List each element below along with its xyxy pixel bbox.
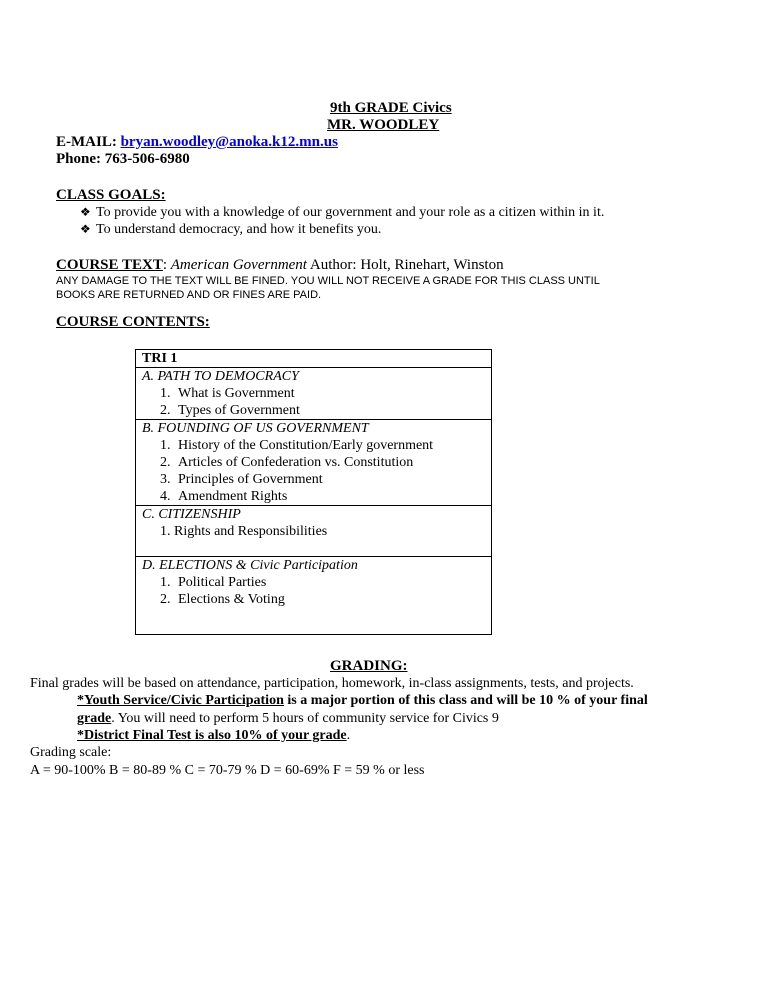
course-text-label: COURSE TEXT xyxy=(56,257,163,273)
district-test-line: *District Final Test is also 10% of your grade. xyxy=(77,728,351,743)
list-item: 2. Elections & Voting xyxy=(160,592,285,607)
scale-label: Grading scale: xyxy=(30,745,112,760)
section-c xyxy=(136,506,492,557)
section-title: C. CITIZENSHIP xyxy=(142,507,241,522)
email-label: E-MAIL: xyxy=(56,134,117,150)
list-item: 1. Rights and Responsibilities xyxy=(160,524,328,539)
contents-table xyxy=(135,349,492,635)
section-title: B. FOUNDING OF US GOVERNMENT xyxy=(142,421,369,436)
section-b xyxy=(136,420,492,506)
diamond-bullet-icon: ❖ xyxy=(80,205,91,219)
book-author: Author: Holt, Rinehart, Winston xyxy=(306,257,504,273)
list-item: 2. Articles of Confederation vs. Constitution xyxy=(160,455,414,470)
damage-note-line1: ANY DAMAGE TO THE TEXT WILL BE FINED. YOU WILL NOT RECEIVE A GRADE FOR THIS CLASS UNTIL xyxy=(56,275,600,287)
course-title: 9th GRADE Civics xyxy=(330,100,452,116)
diamond-bullet-icon: ❖ xyxy=(80,222,91,236)
grading-basis: Final grades will be based on attendance, participation, homework, in-class assignments, tests, and projects. xyxy=(30,676,634,691)
damage-note-line2: BOOKS ARE RETURNED AND OR FINES ARE PAID. xyxy=(56,289,322,301)
teacher-name: MR. WOODLEY xyxy=(327,117,440,133)
grading-heading: GRADING: xyxy=(330,658,408,674)
section-d xyxy=(136,557,492,635)
youth-service-line: *Youth Service/Civic Participation is a major portion of this class and will be 10 % of your final xyxy=(77,693,648,708)
grading-scale: A = 90-100% B = 80-89 % C = 70-79 % D = 60-69% F = 59 % or less xyxy=(30,763,425,778)
goal-item: ❖ To provide you with a knowledge of our government and your role as a citizen within in it. xyxy=(80,205,605,220)
list-item: 1. Political Parties xyxy=(160,575,267,590)
book-title: American Government xyxy=(170,257,307,273)
section-a xyxy=(136,368,492,420)
section-title: A. PATH TO DEMOCRACY xyxy=(142,369,299,384)
email-link[interactable]: bryan.woodley@anoka.k12.mn.us xyxy=(120,134,338,150)
list-item: 3. Principles of Government xyxy=(160,472,323,487)
tri-row xyxy=(136,350,492,368)
course-text-line: COURSE TEXT: American Government Author: Holt, Rinehart, Winston xyxy=(56,257,504,273)
tri-label: TRI 1 xyxy=(136,350,492,368)
list-item: 1. History of the Constitution/Early government xyxy=(160,438,434,453)
email-line xyxy=(56,134,338,151)
contents-heading: COURSE CONTENTS: xyxy=(56,314,210,330)
goal-item: ❖ To understand democracy, and how it benefits you. xyxy=(80,222,382,237)
goals-heading: CLASS GOALS: xyxy=(56,187,166,203)
phone: Phone: 763-506-6980 xyxy=(56,151,190,167)
community-service-line: grade. You will need to perform 5 hours of community service for Civics 9 xyxy=(77,711,499,726)
list-item: 4. Amendment Rights xyxy=(160,489,288,504)
list-item: 2. Types of Government xyxy=(160,403,300,418)
list-item: 1. What is Government xyxy=(160,386,295,401)
section-title: D. ELECTIONS & Civic Participation xyxy=(142,558,358,573)
